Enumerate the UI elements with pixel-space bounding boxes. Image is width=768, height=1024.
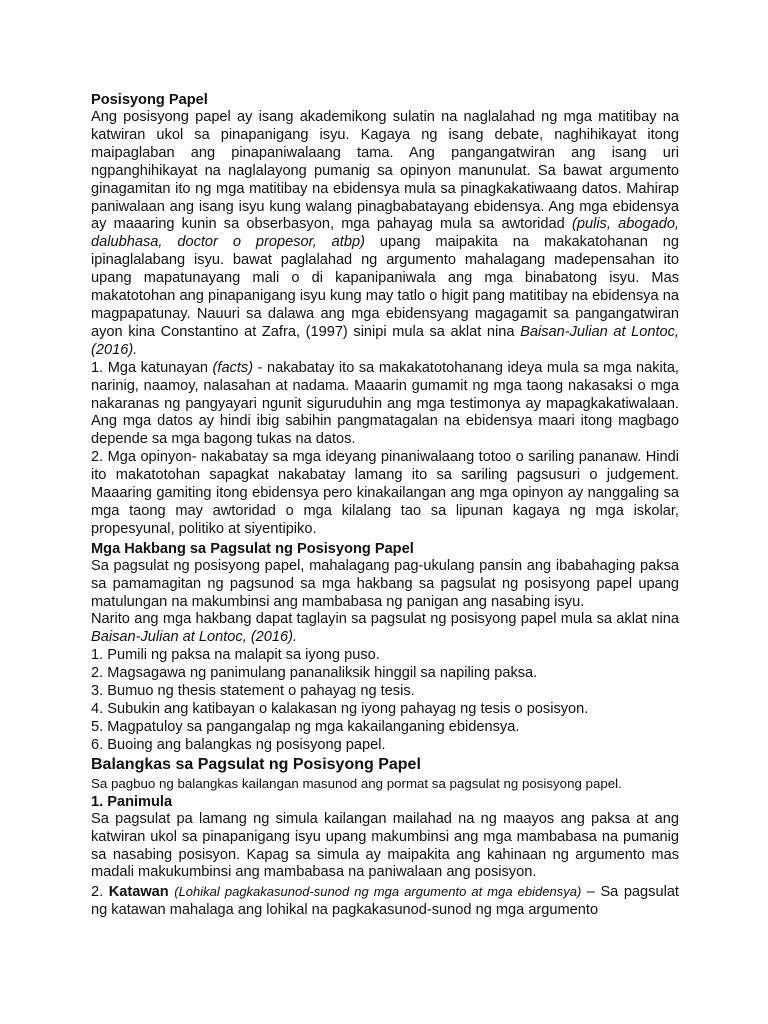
evidence-facts-prefix: 1. Mga katunayan — [91, 359, 213, 376]
evidence-item-opinions: 2. Mga opinyon- nakabatay sa mga ideyang pinaniwalaang totoo o sariling pananaw. Hindi ito makatotohan sapagkat nakabatay lamang ito sa sariling pagsusuri o judgement. Maaaring gamiting itong ebidensya pero kinakailangan ang mga opinyon ay nanggaling sa mga taong may awtoridad o mga kilalang tao sa lipunan kagaya ng mga iskolar, propesyunal, politiko at siyentipiko. — [91, 449, 679, 537]
evidence-facts-text: - nakabatay ito sa makakatotohanang ideya mula sa mga nakita, narinig, naamoy, nalasahan at nadama. Maaarin gumamit ng mga taong nakasaksi o mga nakaranas ng pangyayari ngunit siguruduhin ang mga testimonya ay mapagkakatiwalaan. Ang mga datos ay hindi ibig sabihin pangmatagalan na ebidensya maari itong magbago depende sa mga bagong tukas na datos. — [91, 359, 679, 448]
document-title: Posisyong Papel — [91, 92, 208, 108]
intro-text: Ang posisyong papel ay isang akademikong sulatin na naglalahad ng mga matitibay na katwiran ukol sa pinapanigang isyu. Kagaya ng isang debate, naghihikayat itong maipaglaban ang pinapaniwalaang tama. Ang pangangatwiran ang isang uri ngpanghihikayat na naglalayong pumanig sa opinyon manunulat. Sa bawat argumento ginagamitan ito ng mga matitibay na ebidensya mula sa pinagkakatiwaang datos. Mahirap paniwalaan ang isang isyu kung walang pinagbabatayang ebidensya. Ang mga ebidensya ay maaaring kunin sa obserbasyon, mga pahayag mula sa awtoridad — [91, 109, 679, 233]
katawan-number: 2. — [91, 884, 109, 901]
steps-paragraph: Sa pagsulat ng posisyong papel, mahalagang pag-ukulang pansin ang ibabahaging paksa sa pamamagitan ng pagsunod sa mga hakbang sa pagsulat ng posisyong papel upang matulungan na makumbinsi ang mambabasa ng panigan ang nasabing isyu. — [91, 557, 679, 610]
panimula-paragraph: Sa pagsulat pa lamang ng simula kailangan mailahad na ng maayos ang paksa at ang katwiran ukol sa pinapanigang isyu upang makumbinsi ang mga mambabasa na pumanig sa nasabing posisyon. Kapag sa simula ay maipakita ang kahinaan ng argumento mas madali makukumbinsi ang mambabasa na paniwalaan ang posisyon. — [91, 810, 679, 881]
katawan-subtitle: (Lohikal pagkakasunod-sunod ng mga argumento at mga ebidensya) — [174, 884, 582, 900]
steps-intro-text: Narito ang mga hakbang dapat taglayin sa pagsulat ng posisyong papel mula sa aklat nina — [91, 611, 679, 628]
intro-citation: Baisan-Julian at Lontoc, (2016). — [91, 323, 679, 358]
list-item: 4. Subukin ang katibayan o kalakasan ng iyong pahayag ng tesis o posisyon. — [91, 701, 589, 717]
katawan-text: – Sa pagsulat ng katawan mahalaga ang lohikal na pagkakasunod-sunod ng mga argumento — [91, 884, 679, 919]
evidence-item-facts — [91, 360, 679, 450]
list-item: 1. Pumili ng paksa na malapit sa iyong puso. — [91, 647, 380, 664]
steps-heading: Mga Hakbang sa Pagsulat ng Posisyong Papel — [91, 540, 414, 557]
intro-paragraph — [91, 109, 679, 360]
list-item: 3. Bumuo ng thesis statement o pahayag ng tesis. — [91, 683, 415, 700]
steps-list — [91, 647, 679, 754]
intro-text-continued: upang maipakita na makakatohanan ng ipinaglalabang isyu. bawat paglalahad ng argumento mahalagang madepensahan ito upang mapatunayang mali o di kapanipaniwala ang mga binabatong isyu. Mas makatotohan ang pinapanigang isyu kung may tatlo o higit pang matitibay na ebidensya na magpapatunay. Nauuri sa dalawa ang mga ebidensyang magagamit sa pangangatwiran ayon kina Constantino at Zafra, (1997) sinipi mula sa aklat nina — [91, 234, 679, 340]
evidence-facts-term: (facts) — [212, 359, 254, 376]
outline-heading: Balangkas sa Pagsulat ng Posisyong Papel — [91, 755, 421, 773]
list-item: 2. Magsagawa ng panimulang pananaliksik hinggil sa napiling paksa. — [91, 665, 538, 682]
katawan-heading: Katawan — [108, 884, 169, 901]
list-item: 5. Magpatuloy sa pangangalap ng mga kakailanganing ebidensya. — [91, 718, 520, 735]
steps-citation: Baisan-Julian at Lontoc, (2016). — [91, 629, 298, 646]
document-page — [91, 91, 679, 920]
steps-intro-paragraph — [91, 611, 679, 647]
katawan-paragraph — [91, 883, 679, 920]
section-heading-panimula: 1. Panimula — [91, 793, 173, 810]
outline-note: Sa pagbuo ng balangkas kailangan masunod ang pormat sa pagsulat ng posisyong papel. — [91, 775, 622, 791]
intro-authorities: (pulis, abogado, dalubhasa, doctor o propesor, atbp) — [91, 216, 679, 251]
list-item: 6. Buoing ang balangkas ng posisyong papel. — [91, 736, 386, 753]
